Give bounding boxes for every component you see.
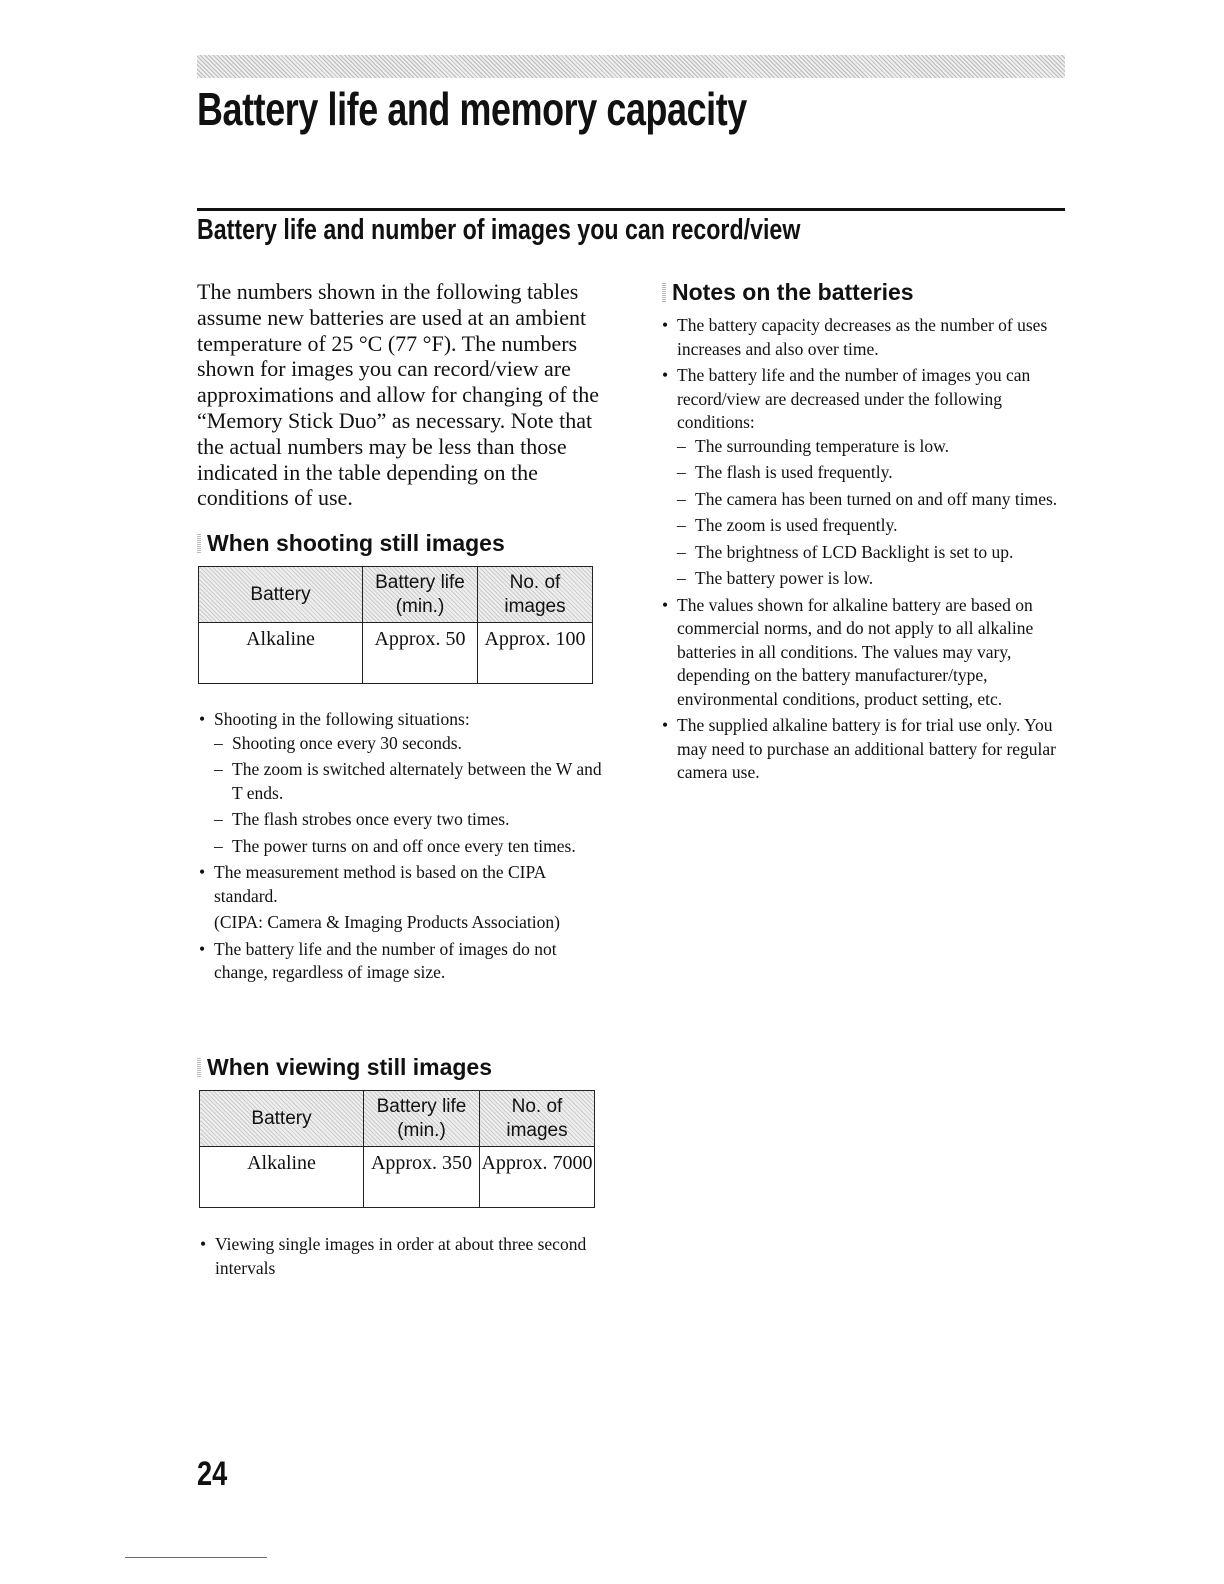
intro-paragraph: The numbers shown in the following tables assume new batteries are used at an ambient temperature of 25 °C (77 °F). The numbers shown for images you can record/view are approximations and allow for changing of the “Memory Stick Duo” as necessary. Note that the actual numbers may be less than those indicated in the table depending on the conditions of use. [197,279,600,511]
list-item: • The battery capacity decreases as the number of uses increases and also over time. [660,314,1070,361]
table-cell: Alkaline [199,623,363,684]
table-header: Battery [200,1091,364,1147]
table-header: No. of images [480,1091,595,1147]
battery-notes [660,314,1070,788]
list-item: • The battery life and the number of images do not change, regardless of image size. [197,938,607,985]
sub-item: – The power turns on and off once every ten times. [214,835,607,859]
sub-item: – The zoom is used frequently. [677,514,1070,538]
sub-item: – The battery power is low. [677,567,1070,591]
sub-item: – The flash is used frequently. [677,461,1070,485]
notes-heading [662,279,914,306]
table-cell: Approx. 7000 [480,1147,595,1208]
viewing-table [199,1090,595,1208]
table-cell: Approx. 100 [478,623,593,684]
list-item: • Viewing single images in order at about three second intervals [198,1233,598,1280]
section-title: Battery life and number of images you can record/view [197,214,801,246]
shooting-notes [197,708,607,988]
list-text: The measurement method is based on the CIPA standard. [214,862,546,906]
table-header: Battery life (min.) [364,1091,480,1147]
table-cell: Alkaline [200,1147,364,1208]
list-item [197,708,607,858]
table-cell: Approx. 350 [364,1147,480,1208]
sub-item: – The zoom is switched alternately between the W and T ends. [214,758,607,805]
section-rule [197,208,1065,211]
table-header: No. of images [478,567,593,623]
viewing-notes [198,1233,598,1283]
heading-text: Notes on the batteries [672,279,914,305]
header-stripe [197,55,1065,78]
list-item [660,364,1070,591]
footer-line [125,1557,267,1558]
sub-item: – Shooting once every 30 seconds. [214,732,607,756]
page-number: 24 [197,1455,228,1493]
heading-marker-icon [197,1057,201,1077]
shooting-table [198,566,593,684]
cipa-note: (CIPA: Camera & Imaging Products Association) [214,912,560,932]
list-item: • The values shown for alkaline battery are based on commercial norms, and do not apply to all alkaline batteries in all conditions. The values may vary, depending on the battery manufacturer/type, environmental conditions, product setting, etc. [660,594,1070,712]
page-title: Battery life and memory capacity [197,83,747,135]
heading-marker-icon [197,533,201,553]
heading-marker-icon [662,282,666,302]
table-header: Battery [199,567,363,623]
viewing-heading [197,1054,492,1081]
shooting-heading [197,530,505,557]
sub-item: – The camera has been turned on and off many times. [677,488,1070,512]
list-text: The battery life and the number of images you can record/view are decreased under the following conditions: [677,365,1031,432]
sub-item: – The brightness of LCD Backlight is set to up. [677,541,1070,565]
list-text: Shooting in the following situations: [214,709,470,729]
list-item: • The supplied alkaline battery is for trial use only. You may need to purchase an additional battery for regular camera use. [660,714,1070,785]
table-cell: Approx. 50 [363,623,478,684]
heading-text: When viewing still images [207,1054,493,1080]
sub-item: – The surrounding temperature is low. [677,435,1070,459]
list-item [197,861,607,935]
heading-text: When shooting still images [207,530,505,556]
sub-item: – The flash strobes once every two times. [214,808,607,832]
table-header: Battery life (min.) [363,567,478,623]
